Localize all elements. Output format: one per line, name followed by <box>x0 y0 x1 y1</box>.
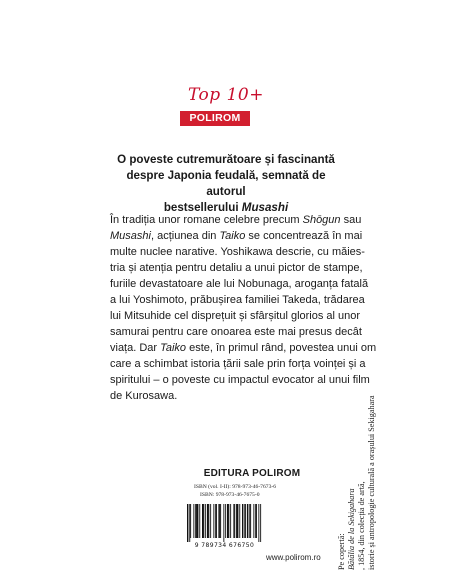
isbn-volume: ISBN: 978-973-46-7675-0 <box>200 492 260 498</box>
blurb-line <box>110 212 362 228</box>
blurb-line: furiile devastatoare ale lui Nobunaga, aroganța fatală <box>110 278 369 290</box>
tagline-line-1: O poveste cutremurătoare și fascinantă <box>117 153 335 166</box>
barcode-bar <box>233 504 234 538</box>
top-10-plus-logo: Top 10+ <box>188 85 264 105</box>
polirom-logo: POLIROM <box>180 111 250 126</box>
tagline-line-3-prefix: bestsellerului <box>163 201 242 214</box>
barcode-bar <box>234 504 235 538</box>
barcode-bar <box>216 504 217 538</box>
publisher-website: www.polirom.ro <box>266 553 321 562</box>
barcode-bar <box>256 504 257 538</box>
blurb-text: este, în primul rând, povestea unui om <box>186 342 377 354</box>
barcode-bar <box>189 504 190 542</box>
tagline-book-title: Musashi <box>241 201 289 214</box>
publisher-name: EDITURA POLIROM <box>203 468 301 479</box>
barcode-bar <box>190 504 191 538</box>
barcode-bar <box>213 504 214 538</box>
barcode-bar <box>245 504 246 538</box>
barcode-bar <box>227 504 228 538</box>
barcode-bar <box>258 504 259 542</box>
barcode-bar <box>260 504 261 542</box>
barcode-bar <box>236 504 237 538</box>
barcode-digits: 9 789734 676750 <box>194 542 255 549</box>
barcode-bar <box>228 504 229 538</box>
credit-text: Pe copertă: <box>337 533 346 570</box>
barcode-bar <box>223 504 224 542</box>
blurb-line <box>110 228 363 244</box>
blurb-line: multe nuclee narative. Yoshikawa descrie, cu măies- <box>110 246 365 258</box>
blurb-line: a lui Yoshimoto, prăbușirea familiei Takeda, trădarea <box>110 294 365 306</box>
blurb-title-taiko: Taiko <box>219 230 246 242</box>
barcode-bar <box>237 504 238 538</box>
tagline <box>110 152 342 216</box>
barcode-bars <box>185 504 264 542</box>
barcode-bar <box>215 504 216 538</box>
back-cover-blurb <box>110 212 377 404</box>
barcode-bar <box>218 504 219 538</box>
barcode-bar <box>242 504 243 538</box>
blurb-line <box>110 340 377 356</box>
barcode-bar <box>202 504 203 538</box>
barcode-bar <box>207 504 208 538</box>
barcode-bar <box>230 504 231 538</box>
cover-credit-line-1 <box>337 270 367 570</box>
barcode-bar <box>239 504 240 538</box>
barcode-icon <box>185 504 264 560</box>
barcode-bar <box>225 504 226 538</box>
blurb-text: , acțiunea din <box>150 230 220 242</box>
barcode-bar <box>208 504 209 538</box>
barcode-bar <box>210 504 211 538</box>
credit-artwork-title: Bătălia de la Sekigahara <box>347 488 356 570</box>
tagline-line-2: despre Japonia feudală, semnată de autorul <box>126 169 326 198</box>
barcode-bar <box>203 504 204 538</box>
blurb-line: care a schimbat istoria țării sale prin forța voinței și a <box>110 358 366 370</box>
barcode-bar <box>187 504 188 542</box>
blurb-title-musashi: Musashi <box>110 230 151 242</box>
barcode-bar <box>197 504 198 538</box>
blurb-line: tria și atenția pentru detaliu a unui pictor de stampe, <box>110 262 363 274</box>
blurb-line: spiritului – o poveste cu impactul evocator al unui film <box>110 374 370 386</box>
blurb-line: de Kurosawa. <box>110 390 178 402</box>
blurb-text: sau <box>340 214 362 226</box>
isbn-set: ISBN (vol. I-II): 978-973-46-7673-6 <box>194 484 277 490</box>
blurb-title-shogun: Shōgun <box>302 214 341 226</box>
barcode-bar <box>247 504 248 538</box>
barcode-bar <box>195 504 196 538</box>
barcode-bar <box>219 504 220 538</box>
blurb-title-taiko: Taiko <box>160 342 187 354</box>
blurb-text: În tradiția unor romane celebre precum <box>110 214 303 226</box>
cover-credit <box>337 270 377 570</box>
cover-credit-line-2: istorie și antropologie culturală a orașului Sekigahara <box>367 395 376 570</box>
barcode-bar <box>249 504 250 538</box>
blurb-text: se concentrează în mai <box>245 230 363 242</box>
barcode-bar <box>250 504 251 538</box>
credit-text: , 1854, din colecția de artă, <box>357 481 366 570</box>
barcode-bar <box>244 504 245 538</box>
blurb-text: viața. Dar <box>110 342 161 354</box>
barcode-bar <box>199 504 200 538</box>
blurb-line: samurai pentru care onoarea este mai presus decât <box>110 326 362 338</box>
barcode-bar <box>196 504 197 538</box>
barcode-bar <box>255 504 256 538</box>
barcode-bar <box>220 504 221 538</box>
barcode-bar <box>253 504 254 538</box>
blurb-line: lui Mitsuhide cel disprețuit și sfârșitul glorios al unor <box>110 310 361 322</box>
barcode-bar <box>193 504 194 538</box>
barcode-bar <box>205 504 206 538</box>
